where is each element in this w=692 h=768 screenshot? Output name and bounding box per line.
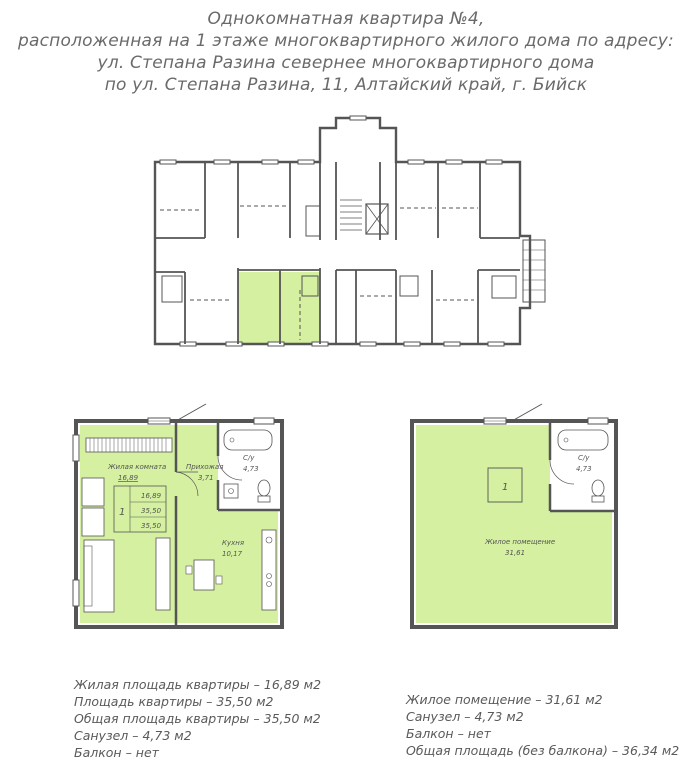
hall-area: 3,71 [198,474,214,482]
hall-name: Прихожая [186,463,224,471]
bathroom-name-left: С/у [243,454,255,462]
info-left-apartment-area: Площадь квартиры – 35,50 м2 [74,694,274,709]
living-room-area: 16,89 [118,474,139,482]
apartment-plan-open [412,404,616,627]
info-left-total-area: Общая площадь квартиры – 35,50 м2 [74,711,321,726]
room-number: 1 [502,482,509,493]
info-left-balcony: Балкон – нет [74,745,159,760]
stamp-apartment-area: 35,50 [141,507,162,515]
info-left-bathroom: Санузел – 4,73 м2 [74,728,192,743]
bathroom-name-right: С/у [578,454,590,462]
bathroom-area-left: 4,73 [243,465,259,473]
kitchen-area: 10,17 [222,550,243,558]
info-right-balcony: Балкон – нет [406,726,491,741]
stamp-living-area: 16,89 [141,492,162,500]
info-left [74,676,321,761]
living-room-name: Жилая комната [108,463,167,471]
apartment-plan-furnished [73,404,282,627]
info-right-total-area: Общая площадь (без балкона) – 36,34 м2 [406,743,680,758]
apartment-number: 1 [119,507,126,518]
info-right [406,691,679,759]
info-left-living-area: Жилая площадь квартиры – 16,89 м2 [74,677,322,692]
top-windows [160,116,502,164]
stamp-total-area: 35,50 [141,522,162,530]
info-right-room-area: Жилое помещение – 31,61 м2 [406,692,603,707]
kitchen-name: Кухня [222,539,245,547]
info-right-bathroom: Санузел – 4,73 м2 [406,709,524,724]
title-line-1: Однокомнатная квартира №4, [207,9,485,29]
title-line-4: по ул. Степана Разина, 11, Алтайский край, г. Бийск [104,75,588,95]
highlighted-apartment [238,272,320,344]
room-name: Жилое помещение [485,538,556,546]
bathroom-area-right: 4,73 [576,465,592,473]
building-floor-plan [155,116,545,346]
room-area: 31,61 [505,549,526,557]
title-line-2: расположенная на 1 этаже многоквартирного жилого дома по адресу: [18,31,674,51]
title-line-3: ул. Степана Разина севернее многоквартирного дома [97,53,595,73]
